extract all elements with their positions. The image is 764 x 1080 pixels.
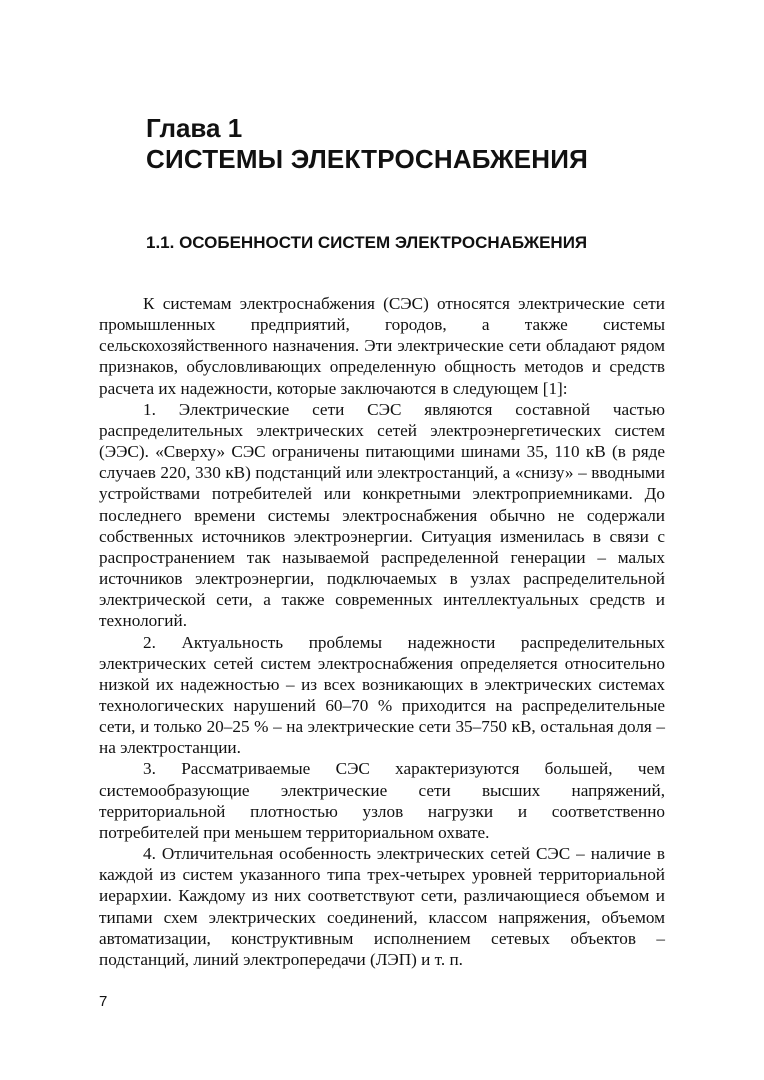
paragraph-item-4: 4. Отличительная особенность электрических сетей СЭС – наличие в каждой из систем указанного типа трех-четырех уровней территориальной иерархии. Каждому из них соответствуют сети, различающиеся объемом и типами схем электрических соединений, классом напряжения, объемом автоматизации, конструктивным исполнением сетевых объектов – подстанций, линий электропередачи (ЛЭП) и т. п. [99, 844, 665, 969]
chapter-label: Глава 1 [146, 113, 243, 143]
paragraph-intro: К системам электроснабжения (СЭС) относятся электрические сети промышленных предприятий, городов, а также системы сельскохозяйственного назначения. Эти электрические сети обладают рядом признаков, обусловливающих определенную общность методов и средств расчета их надежности, которые заключаются в следующем [1]: [99, 294, 665, 398]
chapter-title: СИСТЕМЫ ЭЛЕКТРОСНАБЖЕНИЯ [146, 144, 589, 174]
paragraph-item-2: 2. Актуальность проблемы надежности распределительных электрических сетей систем электроснабжения определяется относительно низкой их надежностью – из всех возникающих в электрических системах технологических нарушений 60–70 % приходится на распределительные сети, и только 20–25 % – на электрические сети 35–750 кВ, остальная доля – на электростанции. [99, 632, 665, 758]
paragraph-item-1: 1. Электрические сети СЭС являются составной частью распределительных электрических сетей электроэнергетических систем (ЭЭС). «Сверху» СЭС ограничены питающими шинами 35, 110 кВ (в ряде случаев 220, 330 кВ) подстанций или электростанций, а «снизу» – вводными устройствами потребителей или конкретными электроприемниками. До последнего времени системы электроснабжения обычно не содержали собственных источников электроэнергии. Ситуация изменилась в связи с распространением так называемой распределенной генерации – малых источников электроэнергии, подключаемых в узлах распределительной электрической сети, а также современных интеллектуальных средств и технологий. [99, 399, 665, 631]
section-title: 1.1. ОСОБЕННОСТИ СИСТЕМ ЭЛЕКТРОСНАБЖЕНИЯ [146, 233, 588, 252]
page-number: 7 [99, 993, 108, 1010]
body-text [99, 293, 665, 970]
paragraph-item-3: 3. Рассматриваемые СЭС характеризуются большей, чем системообразующие электрические сети высших напряжений, территориальной плотностью узлов нагрузки и соответственно потребителей при меньшем территориальном охвате. [99, 759, 665, 842]
